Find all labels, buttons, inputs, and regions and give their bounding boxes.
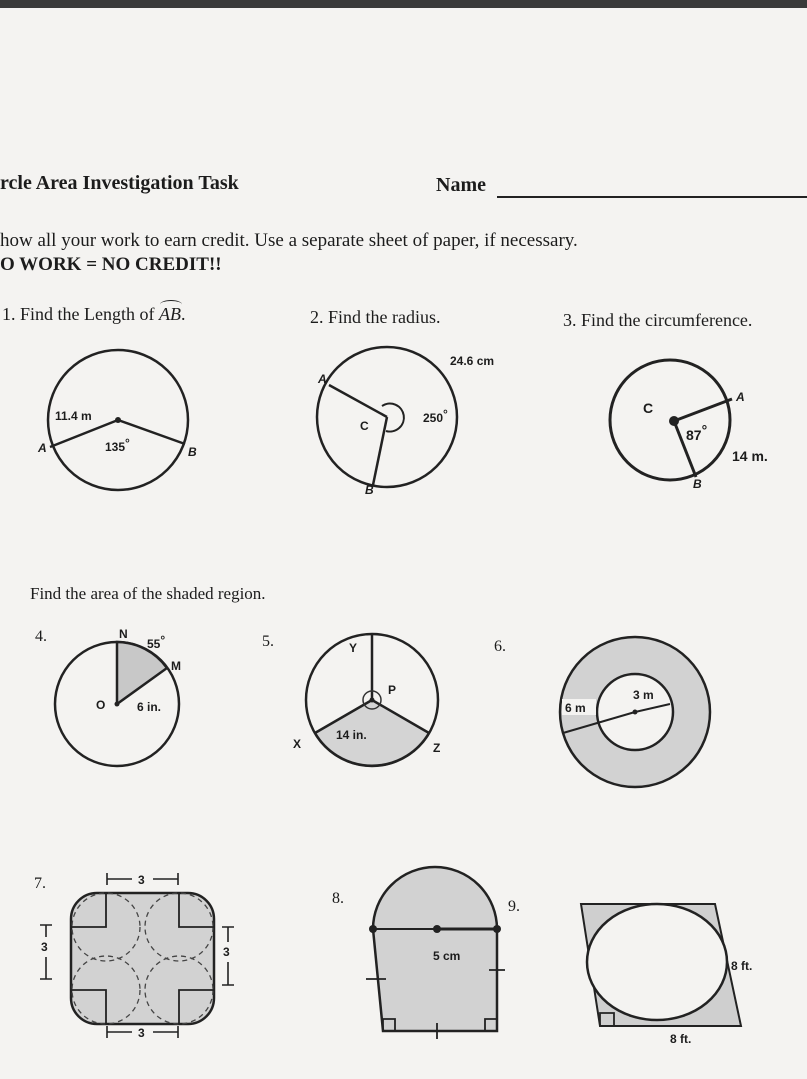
figure-5-point-p: P [388, 683, 397, 697]
figure-4-shaded-sector [117, 642, 167, 704]
figure-5-point-y: Y [349, 641, 358, 655]
figure-2-point-b: B [365, 483, 374, 497]
figure-5-radius-label: 14 in. [336, 728, 367, 742]
problem-3-prompt: 3. Find the circumference. [563, 310, 753, 330]
problem-5-number: 5. [262, 633, 274, 650]
problem-9-number: 9. [508, 898, 520, 915]
figure-1-center [115, 417, 121, 423]
figure-5-center [370, 698, 375, 703]
figure-1-radius-label: 11.4 m [55, 409, 92, 423]
instructions-line-2: O WORK = NO CREDIT!! [0, 254, 222, 275]
shaded-region-heading: Find the area of the shaded region. [30, 584, 266, 603]
figure-4-point-m: M [171, 659, 181, 673]
problem-7-number: 7. [34, 875, 46, 892]
figure-4-center [115, 702, 120, 707]
problem-6-number: 6. [494, 638, 506, 655]
problem-1-text: 1. Find the Length of [2, 304, 155, 324]
worksheet-title: rcle Area Investigation Task [0, 172, 239, 194]
figure-4-radius-label: 6 in. [137, 700, 162, 714]
figure-2-radius-a [329, 385, 387, 417]
figure-6 [560, 637, 710, 787]
figure-2 [317, 347, 494, 497]
figure-2-angle-label: 250° [423, 407, 448, 425]
problem-8-number: 8. [332, 890, 344, 907]
figure-9 [581, 904, 752, 1046]
problem-4-number: 4. [35, 628, 47, 645]
figure-4-point-o: O [96, 698, 106, 712]
figure-7-dim-bottom-label: 3 [138, 1026, 145, 1040]
figure-5 [293, 634, 440, 766]
figure-6-center [633, 710, 638, 715]
figure-3-center [669, 416, 679, 426]
figure-8-center [433, 925, 441, 933]
figure-5-point-z: Z [433, 741, 441, 755]
figure-4 [55, 627, 181, 766]
figure-2-point-c: C [360, 419, 369, 433]
figure-9-side-bottom-label: 8 ft. [670, 1032, 692, 1046]
figure-2-arc-label: 24.6 cm [450, 354, 495, 368]
figure-7-dim-top-label: 3 [138, 873, 145, 887]
problem-2-prompt: 2. Find the radius. [310, 307, 441, 327]
figure-6-outer-label: 6 m [565, 701, 586, 715]
name-label: Name [436, 174, 486, 196]
figure-1-angle-label: 135° [105, 436, 130, 454]
figure-8-endpoint-left [369, 925, 377, 933]
figure-5-point-x: X [293, 737, 302, 751]
problem-1-period: . [180, 304, 186, 324]
figure-9-side-right-label: 8 ft. [731, 959, 753, 973]
figure-7-dim-left-label: 3 [41, 940, 48, 954]
figure-4-point-n: N [119, 627, 128, 641]
figure-4-angle-label: 55° [147, 633, 166, 651]
figure-8 [366, 867, 505, 1039]
figure-6-inner-label: 3 m [633, 688, 654, 702]
figure-3-radius-a [674, 399, 732, 421]
figure-7-dim-right-label: 3 [223, 945, 230, 959]
figure-8-endpoint-right [493, 925, 501, 933]
figure-1 [37, 350, 197, 490]
figure-3-length-label: 14 m. [732, 448, 768, 464]
figure-3-point-b: B [693, 477, 702, 491]
figure-2-radius-b [373, 417, 387, 485]
figure-3 [610, 360, 768, 491]
arc-ab-text: AB [158, 304, 181, 324]
figure-8-radius-label: 5 cm [433, 949, 461, 963]
figure-1-point-a: A [38, 441, 47, 455]
figure-1-point-b: B [188, 445, 197, 459]
figure-2-point-a: A [318, 372, 327, 386]
instructions-line-1: how all your work to earn credit. Use a separate sheet of paper, if necessary. [0, 230, 578, 251]
figure-9-circle [587, 904, 727, 1020]
figure-3-point-a: A [736, 390, 745, 404]
figure-5-shaded-sector [315, 700, 429, 766]
figure-3-point-c: C [643, 400, 654, 416]
figure-3-angle-label: 87° [686, 422, 708, 443]
figure-7 [40, 873, 234, 1040]
